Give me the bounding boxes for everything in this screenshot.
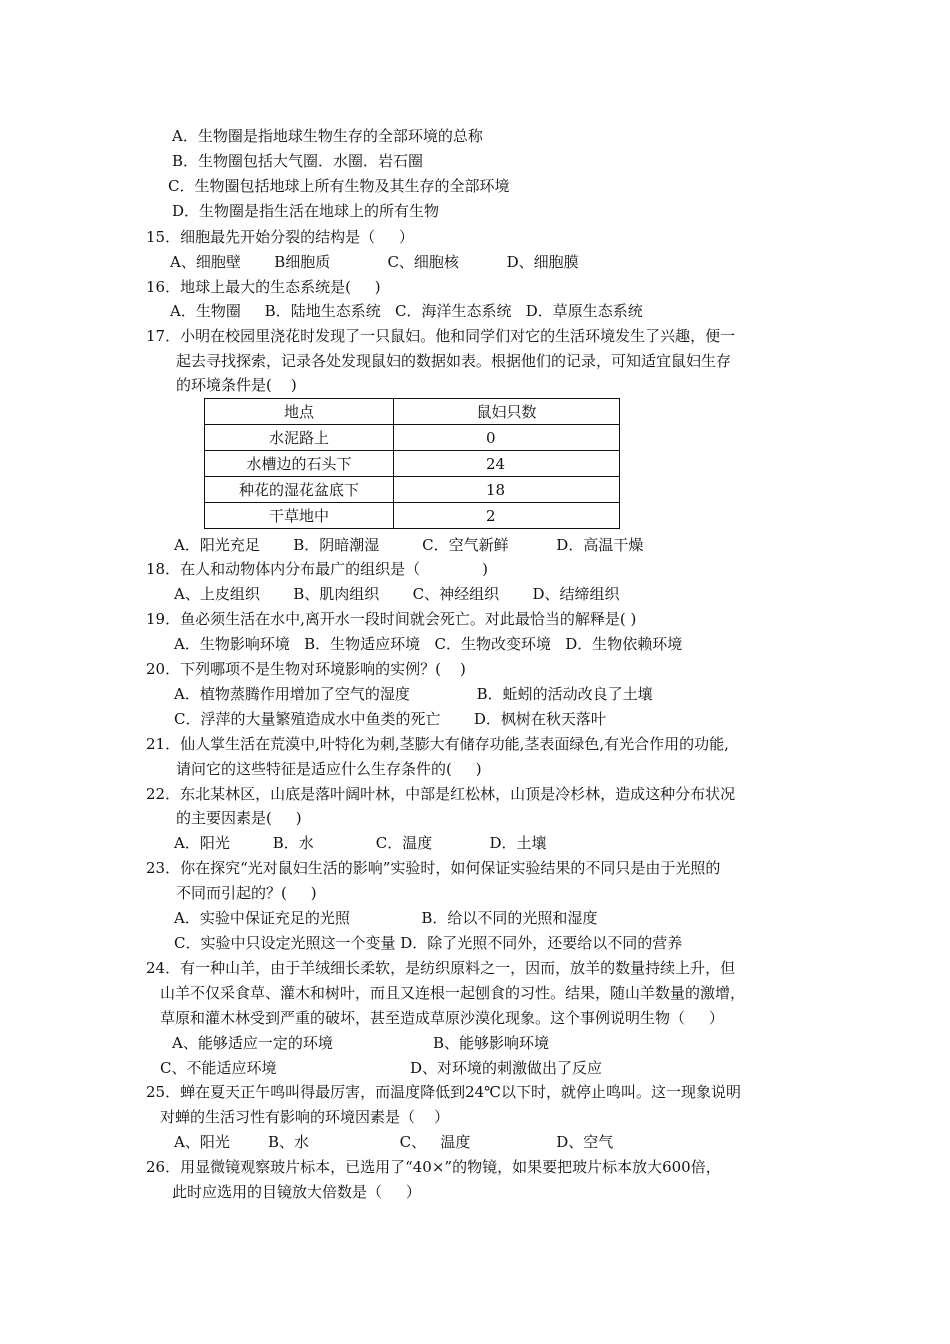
table-header-location: 地点 [205,399,394,425]
q24-stem-1: 24．有一种山羊，由于羊绒细长柔软，是纺织原料之一，因而，放羊的数量持续上升，但 [146,959,736,977]
q17-stem-1: 17．小明在校园里浇花时发现了一只鼠妇。他和同学们对它的生活环境发生了兴趣，便一 [146,327,736,345]
q17-stem-2: 起去寻找探索，记录各处发现鼠妇的数据如表。根据他们的记录，可知适宜鼠妇生存 [176,352,732,370]
q26-stem-2: 此时应选用的目镜放大倍数是（ ） [172,1183,421,1201]
q24-stem-2: 山羊不仅采食草、灌木和树叶，而且又连根一起刨食的习性。结果，随山羊数量的激增， [160,984,746,1002]
q19-options: A．生物影响环境 B．生物适应环境 C．生物改变环境 D．生物依赖环境 [174,635,683,653]
q20-options-2: C．浮萍的大量繁殖造成水中鱼类的死亡 D．枫树在秋天落叶 [174,710,606,728]
q19-stem: 19．鱼必须生活在水中,离开水一段时间就会死亡。对此最恰当的解释是( ) [146,610,637,628]
q16-options: A．生物圈 B．陆地生态系统 C．海洋生态系统 D．草原生态系统 [170,302,643,320]
q14-option-c: C．生物圈包括地球上所有生物及其生存的全部环境 [168,177,510,195]
q23-options-1: A．实验中保证充足的光照 B．给以不同的光照和湿度 [174,909,598,927]
q20-stem: 20．下列哪项不是生物对环境影响的实例？( ) [146,660,466,678]
q24-options-1: A、能够适应一定的环境 B、能够影响环境 [172,1034,549,1052]
q25-stem-2: 对蝉的生活习性有影响的环境因素是（ ） [160,1108,450,1126]
q22-stem-2: 的主要因素是( ) [176,809,302,827]
q22-stem-1: 22．东北某林区，山底是落叶阔叶林，中部是红松林，山顶是冷杉林，造成这种分布状况 [146,785,736,803]
q18-stem: 18．在人和动物体内分布最广的组织是（ ) [146,560,488,578]
q23-options-2: C．实验中只设定光照这一个变量 D．除了光照不同外，还要给以不同的营养 [174,934,683,952]
table-cell-location: 水泥路上 [205,425,394,451]
q25-stem-1: 25．蝉在夏天正午鸣叫得最厉害，而温度降低到24℃以下时，就停止鸣叫。这一现象说明 [146,1083,741,1101]
q17-options: A．阳光充足 B．阴暗潮湿 C．空气新鲜 D．高温干燥 [174,536,644,554]
table-cell-count: 2 [394,503,620,529]
q15-stem: 15．细胞最先开始分裂的结构是（ ） [146,228,414,246]
q23-stem-1: 23．你在探究“光对鼠妇生活的影响”实验时，如何保证实验结果的不同只是由于光照的 [146,859,721,877]
table-header-count: 鼠妇只数 [394,399,620,425]
q21-stem-2: 请问它的这些特征是适应什么生存条件的( ) [176,760,482,778]
table-cell-count: 0 [394,425,620,451]
q18-options: A、上皮组织 B、肌肉组织 C、神经组织 D、结缔组织 [174,585,620,603]
q22-options: A．阳光 B．水 C．温度 D．土壤 [174,834,547,852]
table-cell-location: 种花的湿花盆底下 [205,477,394,503]
q14-option-a: A．生物圈是指地球生物生存的全部环境的总称 [172,127,483,145]
table-row [205,503,620,529]
q24-options-2: C、不能适应环境 D、对环境的刺激做出了反应 [160,1059,603,1077]
q16-stem: 16．地球上最大的生态系统是( ) [146,278,381,296]
q14-option-b: B．生物圈包括大气圈．水圈．岩石圈 [172,152,424,170]
q26-stem-1: 26．用显微镜观察玻片标本，已选用了“40×”的物镜，如果要把玻片标本放大600倍， [146,1158,721,1176]
table-row [205,477,620,503]
table-header-row [205,399,620,425]
table-row [205,425,620,451]
table-cell-count: 24 [394,451,620,477]
q14-option-d: D．生物圈是指生活在地球上的所有生物 [172,202,440,220]
q15-options: A、细胞壁 B细胞质 C、细胞核 D、细胞膜 [170,253,579,271]
q17-stem-3: 的环境条件是( ) [176,376,297,394]
table-row [205,451,620,477]
table-cell-location: 水槽边的石头下 [205,451,394,477]
q20-options-1: A．植物蒸腾作用增加了空气的湿度 B．蚯蚓的活动改良了土壤 [174,685,653,703]
q25-options: A、阳光 B、水 C、 温度 D、空气 [174,1133,614,1151]
woodlouse-count-table [204,398,620,529]
q21-stem-1: 21．仙人掌生活在荒漠中,叶特化为刺,茎膨大有储存功能,茎表面绿色,有光合作用的功能, [146,735,729,753]
q24-stem-3: 草原和灌木林受到严重的破坏，甚至造成草原沙漠化现象。这个事例说明生物（ ） [160,1009,724,1027]
table-cell-count: 18 [394,477,620,503]
table-cell-location: 干草地中 [205,503,394,529]
q23-stem-2: 不同而引起的？( ) [176,884,317,902]
